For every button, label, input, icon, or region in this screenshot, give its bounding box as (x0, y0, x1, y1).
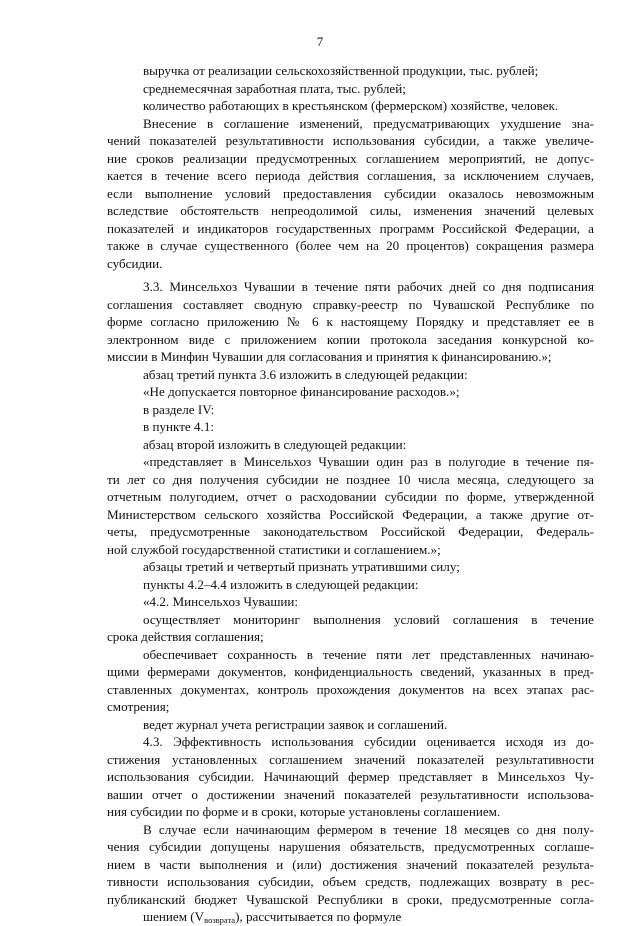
text-line: щими фермерами документов, конфиденциальность сведений, указанных в пред- (107, 664, 594, 679)
text-line: субсидии. (107, 255, 163, 271)
text-line: Министерством сельского хозяйства Российской Федерации, а также другие от- (107, 506, 594, 522)
text-line: в пункте 4.1: (143, 419, 215, 434)
text-line: смотрения; (107, 699, 170, 714)
text-line: осуществляет мониторинг выполнения условий соглашения в течение (143, 611, 594, 627)
text-line: «представляет в Минсельхоз Чувашии один раз в полугодие в течение пя- (143, 454, 594, 469)
formula-text-after: ), рассчитывается по формуле (235, 909, 402, 924)
text-line: форме согласно приложению № 6 к настоящему Порядку и представляет ее в (107, 314, 594, 329)
text-line: в разделе IV: (143, 401, 215, 417)
text-line: количество работающих в крестьянском (фермерском) хозяйстве, человек. (143, 98, 559, 113)
page-number: 7 (316, 34, 324, 49)
text-line: тивности использования субсидии, объем средств, подлежащих возврату в рес- (107, 874, 594, 889)
text-line: абзац второй изложить в следующей редакции: (143, 436, 407, 452)
text-line: обеспечивает сохранность в течение пяти лет представленных начинаю- (143, 646, 594, 662)
text-line: если выполнение условий предоставления субсидии оказалось невозможным (107, 185, 594, 201)
text-line: кается в течение всего периода действия соглашения, за исключением случаев, (107, 168, 594, 183)
text-line: стижения установленных соглашением значений показателей результативности (107, 751, 594, 767)
text-line: среднемесячная заработная плата, тыс. рублей; (143, 80, 406, 96)
text-line: ставленных документах, контроль прохождения документов на всех этапах рас- (107, 681, 594, 697)
document-body (107, 62, 594, 926)
formula-text-before: шением (V (143, 909, 205, 924)
text-line: публиканский бюджет Чувашской Республики в сроки, предусмотренные согла- (107, 891, 594, 907)
text-line: отчетным полугодием, отчет о расходовании субсидии по форме, утвержденной (107, 489, 594, 504)
text-line: ния субсидии по форме и в сроки, которые установлены соглашением. (107, 804, 501, 819)
text-line: электронном виде с приложением копии протокола заседания конкурсной ко- (107, 331, 594, 347)
text-line: «4.2. Минсельхоз Чувашии: (143, 594, 299, 609)
text-line: соглашения составляет сводную справку-реестр по Чувашской Республике по (107, 296, 594, 312)
text-line: ти лет со дня получения субсидии не позднее 10 числа месяца, следующего за (107, 471, 594, 487)
text-line: 4.3. Эффективность использования субсидии оценивается исходя из до- (143, 734, 594, 749)
text-line: ние сроков реализации предусмотренных соглашением мероприятий, не допус- (107, 150, 594, 166)
text-line: В случае если начинающим фермером в течение 18 месяцев со дня полу- (143, 821, 594, 837)
text-line: четы, предусмотренные законодательством Российской Федерации, Федераль- (107, 524, 594, 539)
formula-subscript: возврата (204, 915, 236, 925)
text-line: 3.3. Минсельхоз Чувашии в течение пяти рабочих дней со дня подписания (143, 279, 594, 294)
text-line: абзацы третий и четвертый признать утратившими силу; (143, 559, 460, 574)
text-line: Внесение в соглашение изменений, предусматривающих ухудшение зна- (143, 115, 594, 131)
text-line: ной службой государственной статистики и соглашением.»; (107, 541, 441, 557)
text-line: вашии отчет о достижении значений показателей результативности использова- (107, 786, 594, 802)
text-line: показателей и индикаторов государственных программ Российской Федерации, а (107, 220, 594, 236)
text-line: срока действия соглашения; (107, 629, 264, 644)
text-line: пункты 4.2–4.4 изложить в следующей редакции: (143, 576, 419, 592)
text-line: ведет журнал учета регистрации заявок и соглашений. (143, 716, 448, 732)
text-line: вследствие обстоятельств непреодолимой силы, изменения значений целевых (107, 203, 594, 218)
text-line: миссии в Минфин Чувашии для согласования и принятия к финансированию.»; (107, 349, 552, 364)
text-line: «Не допускается повторное финансирование расходов.»; (143, 384, 460, 399)
text-line: выручка от реализации сельскохозяйственной продукции, тыс. рублей; (143, 63, 539, 78)
formula-line (107, 908, 594, 926)
text-line: чений показателей результативности использования субсидии, а также увеличе- (107, 133, 594, 148)
text-line: также в случае существенного (более чем на 20 процентов) сокращения размера (107, 238, 594, 253)
text-line: чения субсидии допущены нарушения обязательств, предусмотренных соглаше- (107, 839, 594, 854)
text-line: нием в части выполнения и (или) достижения значений показателей результа- (107, 856, 594, 872)
text-line: использования субсидии. Начинающий фермер представляет в Минсельхоз Чу- (107, 769, 594, 784)
text-line: абзац третий пункта 3.6 изложить в следующей редакции: (143, 366, 468, 382)
